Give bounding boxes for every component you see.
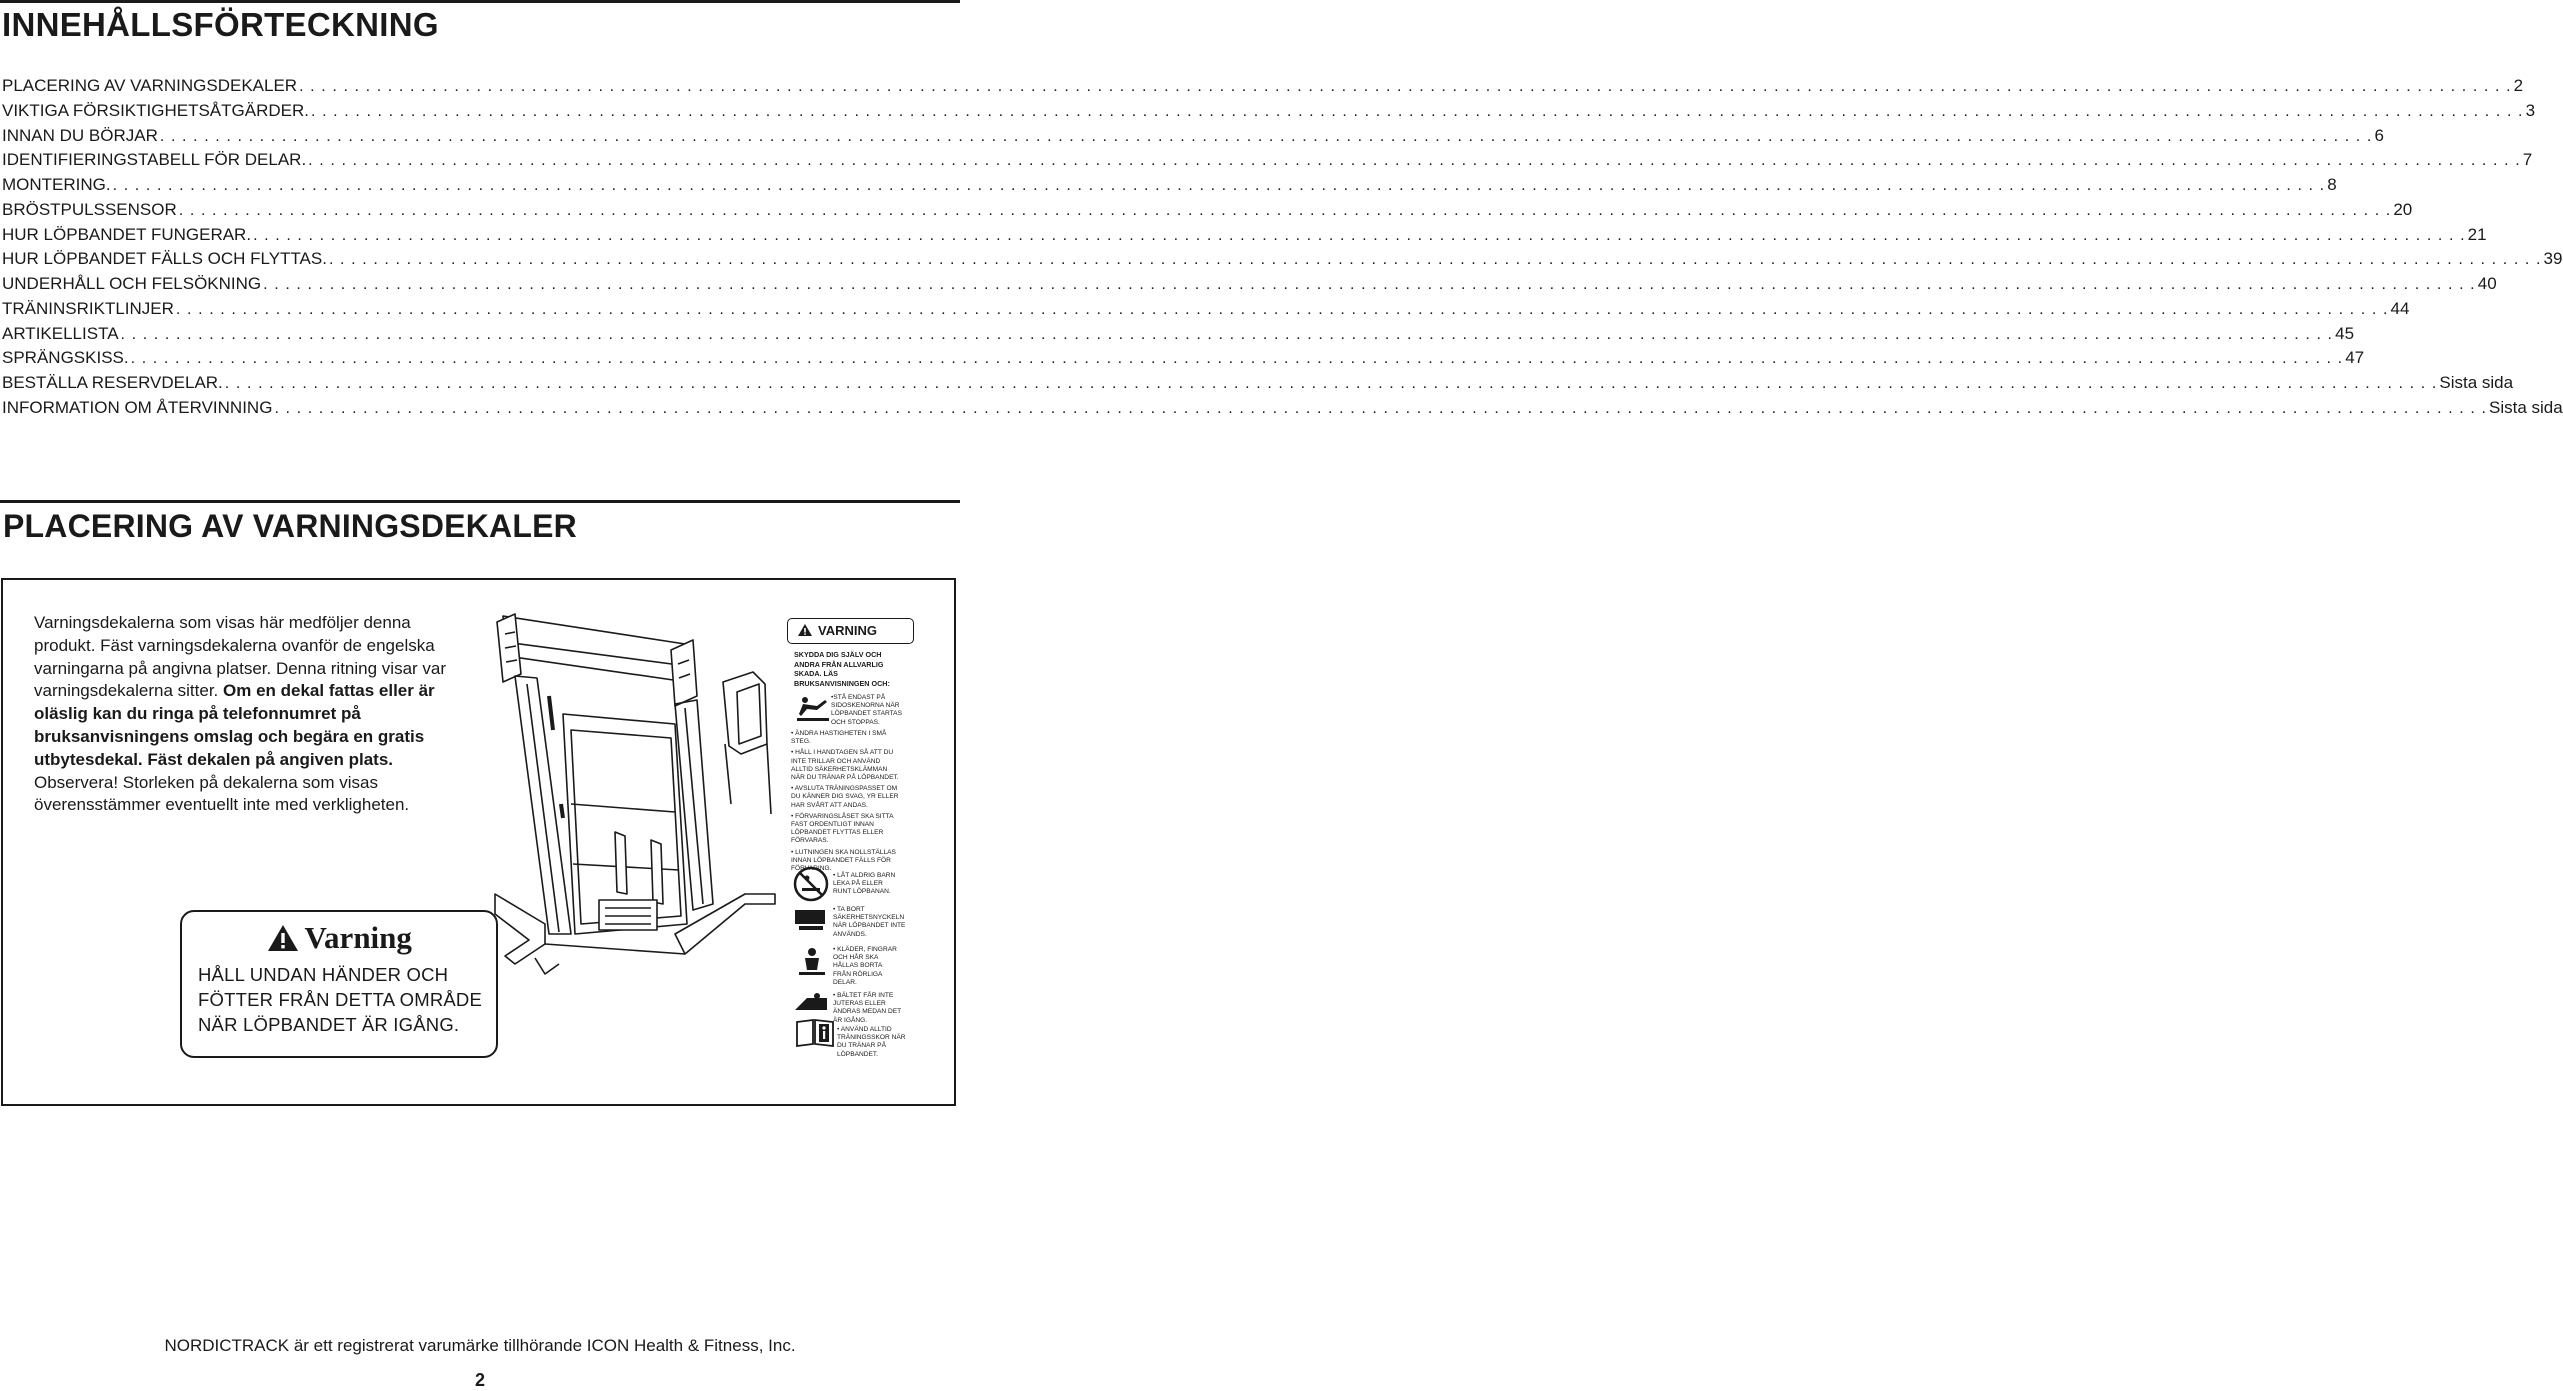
text-line: JUTERAS ELLER <box>833 1000 886 1008</box>
toc-entry[interactable] <box>2 297 2410 322</box>
toc-entry-label: BESTÄLLA RESERVDELAR. <box>2 373 223 392</box>
text-line: HÅLLAS BORTA <box>833 962 883 970</box>
top-rule <box>0 0 960 3</box>
toc-entry-label: BRÖSTPULSSENSOR <box>2 199 177 219</box>
text-line: NÄR DU TRÄNAR PÅ LÖPBANDET. <box>791 774 899 782</box>
toc-entry-label: SPRÄNGSKISS. <box>2 348 129 368</box>
text-line: LÖPBANDET STARTAS <box>831 710 902 718</box>
toc-dot-leader: . . . . . . . . . . . . . . . . . . . . . . . . . . . . . . . . . . . . . . . . . . . . . . . . . . . . . . . . . . . . . . . . . . . . . . . . . . . . . . . . . . . . . . . . . . . . . . . . . . . . . . . . . . . . . . . . . . . . . . . . . . . . . . . . . . . . . . . . . . . . . . . . . . . . . . . . . . . . . . . . . . . . . . . . . . . . . . . . . . . . . . . . . . . . . . . . . . . . . . . . <box>112 177 2326 194</box>
panel-bullet <box>791 785 917 810</box>
toc-entry-page: 40 <box>2477 274 2497 293</box>
paragraph-regular-2: Observera! Storleken på dekalerna som visas överensstämmer eventuellt inte med verkligheten. <box>34 772 410 815</box>
toc-entry-page: 20 <box>2393 199 2413 219</box>
decal-line: FÖTTER FRÅN DETTA OMRÅDE <box>198 989 483 1010</box>
toc-entry-page: 45 <box>2335 323 2355 343</box>
key-warning <box>833 906 917 939</box>
text-line: DU TRÄNAR PÅ <box>837 1042 886 1050</box>
toc-entry-label: MONTERING. <box>2 175 111 194</box>
text-line: •STÅ ENDAST PÅ <box>831 694 886 701</box>
panel-intro <box>794 650 912 688</box>
panel-header <box>787 618 914 644</box>
text-line: LÖPBANDET FLYTTAS ELLER <box>791 829 884 837</box>
toc-dot-leader: . . . . . . . . . . . . . . . . . . . . . . . . . . . . . . . . . . . . . . . . . . . . . . . . . . . . . . . . . . . . . . . . . . . . . . . . . . . . . . . . . . . . . . . . . . . . . . . . . . . . . . . . . . . . . . . . . . . . . . . . . . . . . . . . . . . . . . . . . . . . . . . . . . . . . . . . . . . . . . . . . . . . . . . . . . . . . . . . . . . . . . . . . . . . . . . . . . . . . . . . <box>175 300 2389 318</box>
text-line: • BÄLTET FÅR INTE <box>833 992 894 999</box>
toc-entry-label: TRÄNINSRIKTLINJER <box>2 298 174 318</box>
text-line: FRÅN RÖRLIGA <box>833 970 883 978</box>
toc-entry-page: Sista sida <box>2489 397 2563 417</box>
toc-entry[interactable] <box>2 198 2413 223</box>
text-line: STEG. <box>791 738 811 746</box>
toc-dot-leader: . . . . . . . . . . . . . . . . . . . . . . . . . . . . . . . . . . . . . . . . . . . . . . . . . . . . . . . . . . . . . . . . . . . . . . . . . . . . . . . . . . . . . . . . . . . . . . . . . . . . . . . . . . . . . . . . . . . . . . . . . . . . . . . . . . . . . . . . . . . . . . . . . . . . . . . . . . . . . . . . . . . . . . . . . . . . . . . . . . . . . . . . . . . . . . . . . . . . . . . . <box>130 350 2344 368</box>
text-line: INNAN LÖPBANDET FÄLLS FÖR <box>791 856 891 864</box>
toc-entry-page: 21 <box>2467 224 2487 244</box>
decal-line: NÄR LÖPBANDET ÄR IGÅNG. <box>198 1014 460 1035</box>
stand-instructions <box>831 694 917 727</box>
toc-entry-label: HUR LÖPBANDET FÄLLS OCH FLYTTAS. <box>2 249 327 269</box>
toc-dot-leader: . . . . . . . . . . . . . . . . . . . . . . . . . . . . . . . . . . . . . . . . . . . . . . . . . . . . . . . . . . . . . . . . . . . . . . . . . . . . . . . . . . . . . . . . . . . . . . . . . . . . . . . . . . . . . . . . . . . . . . . . . . . . . . . . . . . . . . . . . . . . . . . . . . . . . . . . . . . . . . . . . . . . . . . . . . . . . . . . . . . . . . . . . . . . . . . . . . . . . . . . <box>159 127 2373 145</box>
text-line: • AVSLUTA TRÄNINGSPASSET OM <box>791 785 898 793</box>
text-line: LÖPBANDET. <box>837 1050 879 1058</box>
text-line: • LUTNINGEN SKA NOLLSTÄLLAS <box>791 848 896 856</box>
toc-entry[interactable] <box>2 99 2536 124</box>
toc-entry[interactable] <box>2 148 2533 173</box>
belt-warning <box>833 992 917 1025</box>
toc-entry-page: 8 <box>2327 175 2337 194</box>
toc-dot-leader: . . . . . . . . . . . . . . . . . . . . . . . . . . . . . . . . . . . . . . . . . . . . . . . . . . . . . . . . . . . . . . . . . . . . . . . . . . . . . . . . . . . . . . . . . . . . . . . . . . . . . . . . . . . . . . . . . . . . . . . . . . . . . . . . . . . . . . . . . . . . . . . . . . . . . . . . . . . . . . . . . . . . . . . . . . . . . . . . . . . . . . . . . . . . . . . . . . . . . . . . <box>299 78 2512 95</box>
main-bullets <box>791 730 917 876</box>
toc-dot-leader: . . . . . . . . . . . . . . . . . . . . . . . . . . . . . . . . . . . . . . . . . . . . . . . . . . . . . . . . . . . . . . . . . . . . . . . . . . . . . . . . . . . . . . . . . . . . . . . . . . . . . . . . . . . . . . . . . . . . . . . . . . . . . . . . . . . . . . . . . . . . . . . . . . . . . . . . . . . . . . . . . . . . . . . . . . . . . . . . . . . . . . . . . . . . . . . . . . . . . . . . <box>263 276 2476 293</box>
text-line: • ÄNDRA HASTIGHETEN I SMÅ <box>791 730 887 737</box>
toc-entry[interactable] <box>2 223 2487 248</box>
toc-entry-label: INFORMATION OM ÅTERVINNING <box>2 397 273 417</box>
hands-feet-warning-decal <box>180 910 498 1058</box>
shoes-instructions <box>837 1026 917 1059</box>
text-line: OCH HÅR SKA <box>833 954 879 962</box>
warning-label-panel <box>787 618 917 1068</box>
panel-intro-line: SKYDDA DIG SJÄLV OCH <box>794 650 882 659</box>
text-line: ALLTID SÄKERHETSKLÄMMAN <box>791 765 888 773</box>
text-line: NÄR LÖPBANDET INTE <box>833 922 906 930</box>
intro-paragraph <box>34 612 464 817</box>
moving-parts-icon <box>795 944 829 978</box>
warning-triangle-icon <box>266 923 300 953</box>
text-line: OCH STOPPAS. <box>831 718 880 726</box>
text-line: DELAR. <box>833 978 857 986</box>
toc-entry-page: 2 <box>2513 76 2524 95</box>
trademark-notice: NORDICTRACK är ett registrerat varumärke tillhörande ICON Health & Fitness, Inc. <box>164 1336 796 1355</box>
decal-message <box>198 962 488 1037</box>
toc-entry[interactable] <box>2 346 2365 371</box>
text-line: LEKA PÅ ELLER <box>833 880 883 888</box>
toc-dot-leader: . . . . . . . . . . . . . . . . . . . . . . . . . . . . . . . . . . . . . . . . . . . . . . . . . . . . . . . . . . . . . . . . . . . . . . . . . . . . . . . . . . . . . . . . . . . . . . . . . . . . . . . . . . . . . . . . . . . . . . . . . . . . . . . . . . . . . . . . . . . . . . . . . . . . . . . . . . . . . . . . . . . . . . . . . . . . . . . . . . . . . . . . . . . . . . . . . . . . . . . . <box>308 152 2521 170</box>
toc-entry-label: INNAN DU BÖRJAR <box>2 125 158 145</box>
panel-intro-line: SKADA. LÄS <box>794 669 838 678</box>
text-line: • ANVÄND ALLTID <box>837 1026 892 1033</box>
section-rule <box>0 500 960 503</box>
text-line: • KLÄDER, FINGRAR <box>833 946 897 953</box>
toc-dot-leader: . . . . . . . . . . . . . . . . . . . . . . . . . . . . . . . . . . . . . . . . . . . . . . . . . . . . . . . . . . . . . . . . . . . . . . . . . . . . . . . . . . . . . . . . . . . . . . . . . . . . . . . . . . . . . . . . . . . . . . . . . . . . . . . . . . . . . . . . . . . . . . . . . . . . . . . . . . . . . . . . . . . . . . . . . . . . . . . . . . . . . . . . . . . . . . . . . . . . . . . . <box>274 399 2488 417</box>
text-line: FAST ORDENTLIGT INNAN <box>791 821 874 829</box>
text-line: INTE TRILLAR OCH ANVÄND <box>791 757 881 765</box>
toc-entry[interactable] <box>2 124 2384 149</box>
text-line: ANVÄNDS. <box>833 930 867 938</box>
toc-dot-leader: . . . . . . . . . . . . . . . . . . . . . . . . . . . . . . . . . . . . . . . . . . . . . . . . . . . . . . . . . . . . . . . . . . . . . . . . . . . . . . . . . . . . . . . . . . . . . . . . . . . . . . . . . . . . . . . . . . . . . . . . . . . . . . . . . . . . . . . . . . . . . . . . . . . . . . . . . . . . . . . . . . . . . . . . . . . . . . . . . . . . . . . . . . . . . . . . . . . . . . . . <box>253 226 2466 244</box>
warning-triangle-icon <box>797 623 813 637</box>
toc-dot-leader: . . . . . . . . . . . . . . . . . . . . . . . . . . . . . . . . . . . . . . . . . . . . . . . . . . . . . . . . . . . . . . . . . . . . . . . . . . . . . . . . . . . . . . . . . . . . . . . . . . . . . . . . . . . . . . . . . . . . . . . . . . . . . . . . . . . . . . . . . . . . . . . . . . . . . . . . . . . . . . . . . . . . . . . . . . . . . . . . . . . . . . . . . . . . . . . . . . . . . . . . <box>120 325 2334 343</box>
toc-entry[interactable] <box>2 74 2524 99</box>
toc-entry[interactable] <box>2 322 2355 347</box>
decal-line: HÅLL UNDAN HÄNDER OCH <box>198 964 449 985</box>
toc-title: INNEHÅLLSFÖRTECKNING <box>2 6 439 43</box>
read-manual-icon <box>795 1018 835 1048</box>
toc-dot-leader: . . . . . . . . . . . . . . . . . . . . . . . . . . . . . . . . . . . . . . . . . . . . . . . . . . . . . . . . . . . . . . . . . . . . . . . . . . . . . . . . . . . . . . . . . . . . . . . . . . . . . . . . . . . . . . . . . . . . . . . . . . . . . . . . . . . . . . . . . . . . . . . . . . . . . . . . . . . . . . . . . . . . . . . . . . . . . . . . . . . . . . . . . . . . . . . . . . . . . . . . <box>178 201 2392 219</box>
toc-entry[interactable] <box>2 371 2514 396</box>
toc-entry-label: VIKTIGA FÖRSIKTIGHETSÅTGÄRDER. <box>2 100 309 120</box>
text-line: ÄR IGÅNG. <box>833 1016 868 1024</box>
panel-intro-line: ANDRA FRÅN ALLVARLIG <box>794 659 884 669</box>
paragraph-regular-1: Varningsdekalerna som visas här medföljer denna produkt. Fäst varningsdekalerna ovanför de engelska varningarna på angivna platser. Denna ritning visar var varningsdekalerna sitter. <box>34 613 447 701</box>
text-line: HAR SVÅRT ATT ANDAS. <box>791 801 868 809</box>
toc-entry-label: ARTIKELLISTA <box>2 323 119 343</box>
toc-entry-page: 6 <box>2374 125 2384 145</box>
toc-entry[interactable] <box>2 396 2563 421</box>
page-number: 2 <box>474 1370 485 1390</box>
toc-entry-label: IDENTIFIERINGSTABELL FÖR DELAR. <box>2 150 307 170</box>
text-line: ÄNDRAS MEDAN DET <box>833 1008 902 1016</box>
toc-dot-leader: . . . . . . . . . . . . . . . . . . . . . . . . . . . . . . . . . . . . . . . . . . . . . . . . . . . . . . . . . . . . . . . . . . . . . . . . . . . . . . . . . . . . . . . . . . . . . . . . . . . . . . . . . . . . . . . . . . . . . . . . . . . . . . . . . . . . . . . . . . . . . . . . . . . . . . . . . . . . . . . . . . . . . . . . . . . . . . . . . . . . . . . . . . . . . . . . . . . . . . . . <box>328 251 2542 269</box>
toc-dot-leader: . . . . . . . . . . . . . . . . . . . . . . . . . . . . . . . . . . . . . . . . . . . . . . . . . . . . . . . . . . . . . . . . . . . . . . . . . . . . . . . . . . . . . . . . . . . . . . . . . . . . . . . . . . . . . . . . . . . . . . . . . . . . . . . . . . . . . . . . . . . . . . . . . . . . . . . . . . . . . . . . . . . . . . . . . . . . . . . . . . . . . . . . . . . . . . . . . . . . . . . . <box>311 102 2524 120</box>
text-line: • FÖRVARINGSLÅSET SKA SITTA <box>791 812 894 820</box>
toc-entry[interactable] <box>2 247 2563 272</box>
belt-hazard-icon <box>793 990 829 1018</box>
text-line: • TA BORT <box>833 906 865 913</box>
toc-entry-page: 47 <box>2345 348 2365 368</box>
toc-entry[interactable] <box>2 272 2497 297</box>
panel-header-label: VARNING <box>818 623 877 638</box>
toc-entry-label: UNDERHÅLL OCH FELSÖKNING <box>2 274 262 293</box>
no-children-icon <box>793 866 829 902</box>
text-line: FÖRVARAS. <box>791 837 829 845</box>
toc-entry-page: 44 <box>2390 298 2410 318</box>
section-title: PLACERING AV VARNINGSDEKALER <box>3 508 577 544</box>
text-line: • HÅLL I HANDTAGEN SÅ ATT DU <box>791 749 894 757</box>
panel-bullet <box>791 749 917 782</box>
decal-title: Varning <box>304 920 412 955</box>
text-line: SÄKERHETSNYCKELN <box>833 914 905 922</box>
panel-intro-line: BRUKSANVISNINGEN OCH: <box>794 678 890 688</box>
text-line: RUNT LÖPBANAN. <box>833 888 891 896</box>
text-line: • LÅT ALDRIG BARN <box>833 872 896 879</box>
toc-entry-label: HUR LÖPBANDET FUNGERAR. <box>2 224 252 244</box>
toc-entry-page: 7 <box>2522 150 2533 170</box>
toc-entry-page: Sista sida <box>2439 373 2514 392</box>
toc-entry[interactable] <box>2 173 2337 198</box>
falling-person-icon <box>795 694 831 724</box>
text-line: SIDOSKENORNA NÄR <box>831 702 900 710</box>
panel-bullet <box>791 730 917 746</box>
text-line: DU KÄNNER DIG SVAG, YR ELLER <box>791 793 899 801</box>
toc-entry-page: 39 <box>2543 249 2563 269</box>
treadmill-illustration <box>475 604 785 1004</box>
table-of-contents <box>2 74 2563 421</box>
toc-entry-page: 3 <box>2525 100 2536 120</box>
text-line: FÖRVARING. <box>791 865 832 873</box>
safety-key-icon <box>793 906 829 934</box>
paragraph-bold: Om en dekal fattas eller är oläslig kan du ringa på telefonnumret på bruksanvisningens omslag och begära en gratis utbytesdekal. Fäst dekalen på angiven plats. <box>34 681 435 769</box>
clothes-warning <box>833 946 917 987</box>
text-line: TRÄNINGSSKOR NÄR <box>837 1034 906 1042</box>
toc-entry-label: PLACERING AV VARNINGSDEKALER <box>2 76 298 95</box>
panel-bullet <box>791 813 917 846</box>
children-warning <box>833 872 915 897</box>
toc-dot-leader: . . . . . . . . . . . . . . . . . . . . . . . . . . . . . . . . . . . . . . . . . . . . . . . . . . . . . . . . . . . . . . . . . . . . . . . . . . . . . . . . . . . . . . . . . . . . . . . . . . . . . . . . . . . . . . . . . . . . . . . . . . . . . . . . . . . . . . . . . . . . . . . . . . . . . . . . . . . . . . . . . . . . . . . . . . . . . . . . . . . . . . . . . . . . . . . . . . . . . . . . <box>224 375 2438 392</box>
